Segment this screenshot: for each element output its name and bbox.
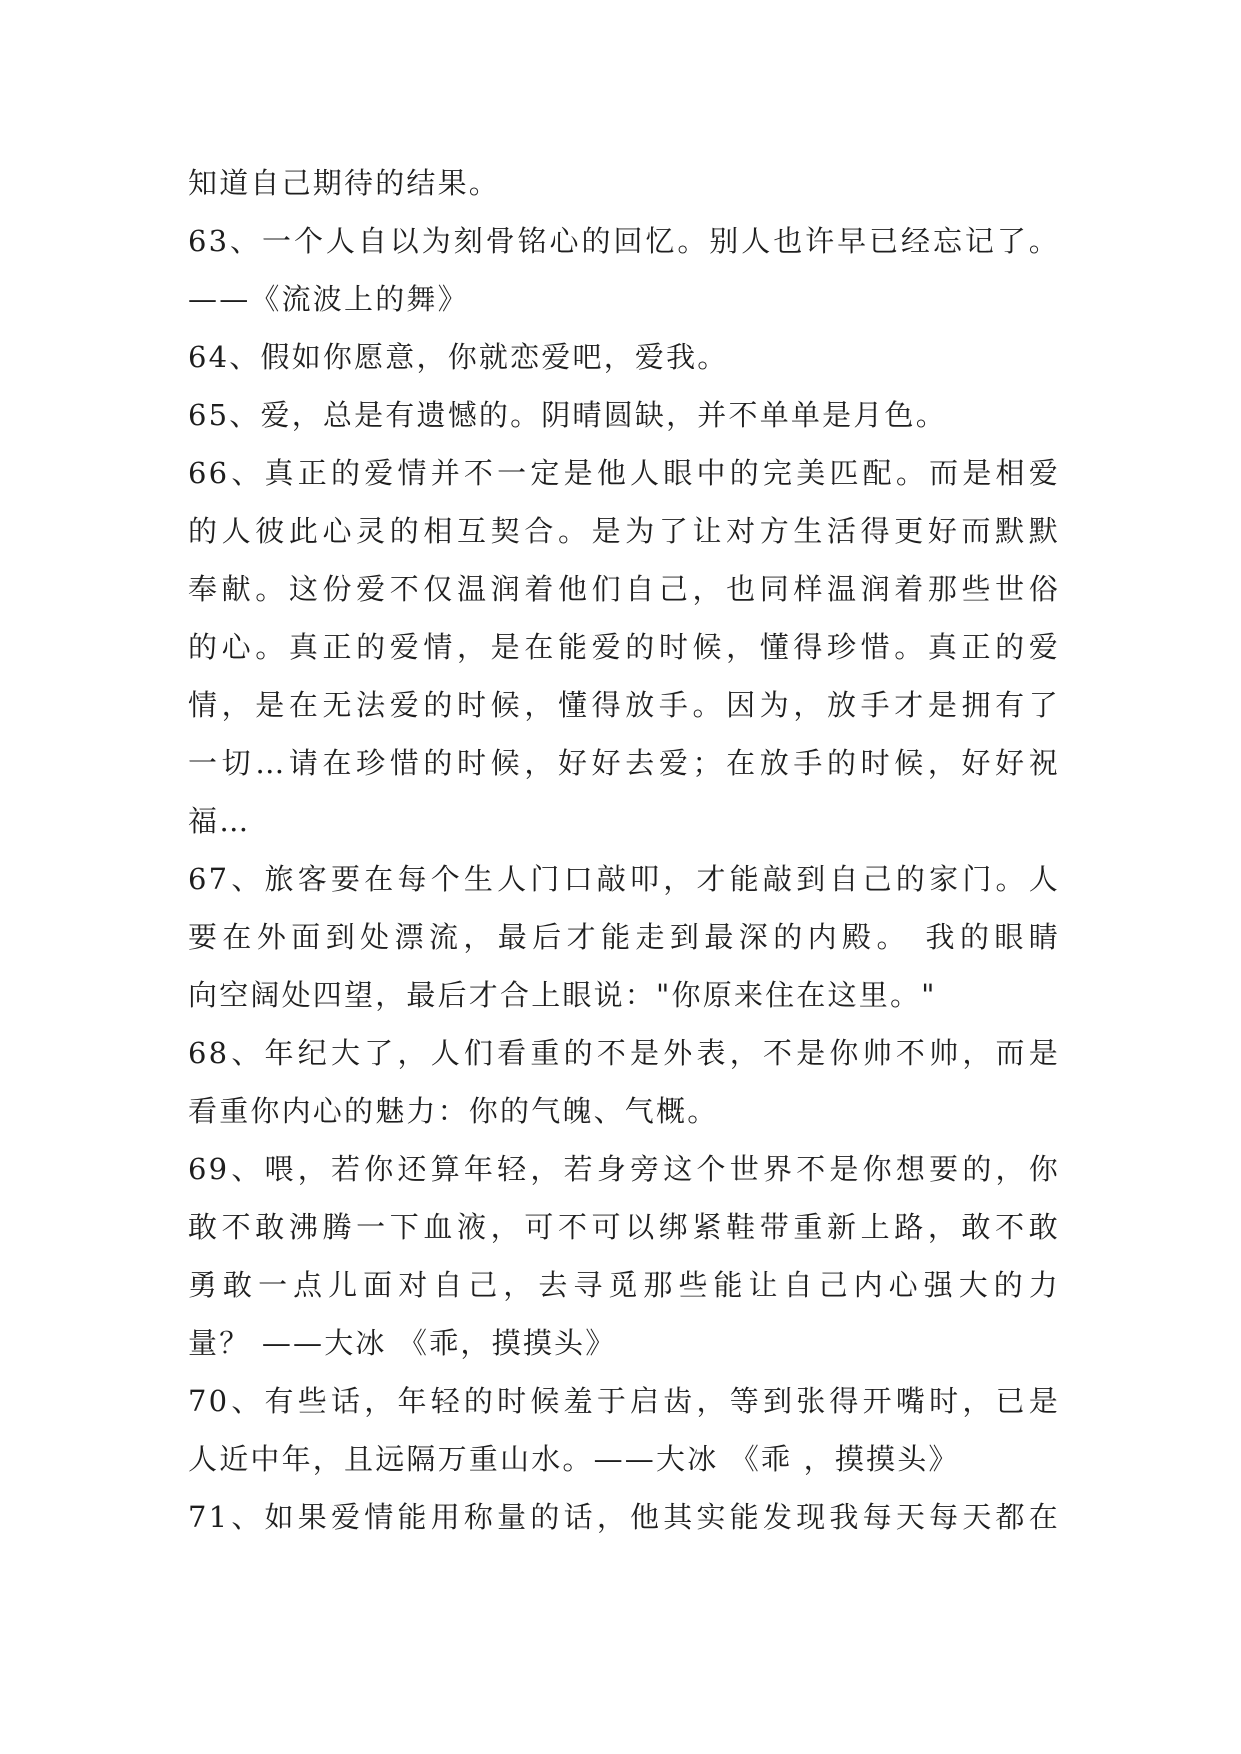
text-line: 量？ ——大冰 《乖，摸摸头》 — [188, 1326, 617, 1360]
text-line: 68、年纪大了，人们看重的不是外表，不是你帅不帅，而是 — [188, 1036, 1060, 1070]
body-text — [188, 154, 1060, 1546]
text-line: 65、爱，总是有遗憾的。阴晴圆缺，并不单单是月色。 — [188, 398, 947, 432]
text-line: 人近中年，且远隔万重山水。——大冰 《乖 ，摸摸头》 — [188, 1442, 960, 1476]
text-line: 63、一个人自以为刻骨铭心的回忆。别人也许早已经忘记了。 — [188, 224, 1060, 258]
text-line: 66、真正的爱情并不一定是他人眼中的完美匹配。而是相爱 — [188, 456, 1060, 490]
text-line: 向空阔处四望，最后才合上眼说："你原来住在这里。" — [188, 978, 937, 1012]
text-line: 69、喂，若你还算年轻，若身旁这个世界不是你想要的，你 — [188, 1152, 1060, 1186]
text-line: ——《流波上的舞》 — [188, 282, 469, 316]
text-line: 敢不敢沸腾一下血液，可不可以绑紧鞋带重新上路，敢不敢 — [188, 1210, 1060, 1244]
text-line: 情，是在无法爱的时候，懂得放手。因为，放手才是拥有了 — [188, 688, 1060, 722]
text-line: 奉献。这份爱不仅温润着他们自己，也同样温润着那些世俗 — [188, 572, 1060, 606]
text-line: 一切…请在珍惜的时候，好好去爱；在放手的时候，好好祝 — [188, 746, 1060, 780]
text-line: 71、如果爱情能用称量的话，他其实能发现我每天每天都在 — [188, 1500, 1060, 1534]
text-line: 看重你内心的魅力：你的气魄、气概。 — [188, 1094, 719, 1128]
text-line: 的心。真正的爱情，是在能爱的时候，懂得珍惜。真正的爱 — [188, 630, 1060, 664]
text-line: 福… — [188, 804, 251, 838]
text-line: 64、假如你愿意，你就恋爱吧，爱我。 — [188, 340, 729, 374]
text-line: 的人彼此心灵的相互契合。是为了让对方生活得更好而默默 — [188, 514, 1060, 548]
text-line: 勇敢一点儿面对自己，去寻觅那些能让自己内心强大的力 — [188, 1268, 1060, 1302]
text-line: 70、有些话，年轻的时候羞于启齿，等到张得开嘴时，已是 — [188, 1384, 1060, 1418]
text-line: 知道自己期待的结果。 — [188, 166, 501, 200]
text-line: 要在外面到处漂流，最后才能走到最深的内殿。 我的眼睛 — [188, 920, 1060, 954]
text-line: 67、旅客要在每个生人门口敲叩，才能敲到自己的家门。人 — [188, 862, 1060, 896]
